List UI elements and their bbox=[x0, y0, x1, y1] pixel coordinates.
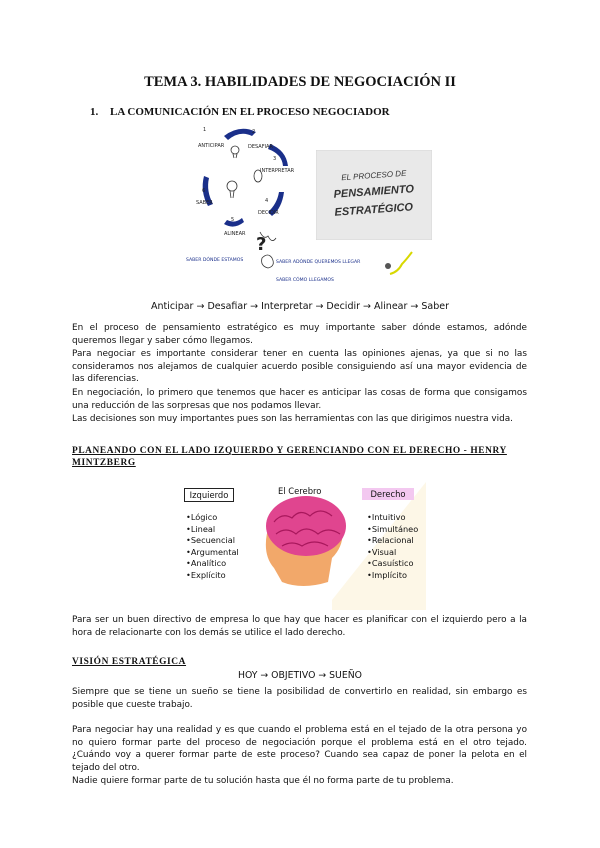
board-line-3: ESTRATÉGICO bbox=[334, 201, 414, 219]
list-item: •Simultáneo bbox=[367, 523, 419, 534]
list-item: •Lógico bbox=[186, 512, 218, 522]
paragraph-1: En el proceso de pensamiento estratégico es muy importante saber dónde estamos, adónde queremos llegar y saber cómo llegamos. bbox=[72, 323, 527, 346]
step-num-5: 5 bbox=[231, 217, 235, 223]
paragraph-5: Para ser un buen directivo de empresa lo que hay que hacer es planificar con el izquierdo pero a la hora de relacionarte con los demás se utilice el lado derecho. bbox=[72, 615, 527, 638]
right-hemisphere-label: Derecho bbox=[362, 488, 414, 500]
right-hemisphere-list bbox=[367, 512, 418, 582]
paragraph-4: Las decisiones son muy importantes pues son las herramientas con las que dirigimos nuestra vida. bbox=[72, 414, 513, 424]
paragraph-7: Para negociar hay una realidad y es que cuando el problema está en el tejado de la otra persona yo no quiero formar parte del proceso de negociación porque el problema está en el otro tejado. ¿Cuándo voy a querer formar parte de este proceso? Cuando sea capaz de poner la pelota en el tejado del otro. bbox=[72, 725, 527, 773]
whiteboard-image bbox=[316, 150, 432, 240]
step-decidir: DECIDIR bbox=[258, 210, 279, 216]
list-item: •Explícito bbox=[186, 569, 226, 580]
board-line-1: EL PROCESO DE bbox=[340, 168, 407, 183]
brain-title: El Cerebro bbox=[278, 486, 322, 496]
step-num-1: 1 bbox=[203, 127, 207, 133]
list-item: •Visual bbox=[367, 546, 397, 557]
list-item: •Lineal bbox=[186, 523, 216, 534]
bottom-text-3: SABER CÓMO LLEGAMOS bbox=[276, 278, 334, 283]
step-saber: SABER bbox=[196, 200, 213, 206]
paragraph-6: Siempre que se tiene un sueño se tiene la posibilidad de convertirlo en realidad, sin embargo es posible que cueste trabajo. bbox=[72, 687, 527, 710]
paragraph-2: Para negociar es importante considerar tener en cuenta las opiniones ajenas, ya que si no las consideramos nos alejamos de cualquier acuerdo posible consiguiendo así una mayor evidencia de las diferencias. bbox=[72, 349, 527, 385]
step-alinear: ALINEAR bbox=[224, 231, 246, 237]
paragraph-3: En negociación, lo primero que tenemos que hacer es anticipar las cosas de forma que consigamos una reducción de las sorpresas que nos podamos llevar. bbox=[72, 388, 527, 411]
list-item: •Secuencial bbox=[186, 535, 236, 546]
board-line-2: PENSAMIENTO bbox=[333, 183, 415, 201]
section-heading-mintzberg: PLANEANDO CON EL LADO IZQUIERDO Y GERENCIANDO CON EL DERECHO - HENRY MINTZBERG bbox=[72, 446, 507, 468]
list-item: •Argumental bbox=[186, 546, 239, 557]
step-num-4: 4 bbox=[265, 198, 269, 204]
list-item: •Relacional bbox=[367, 535, 414, 546]
list-item: •Implícito bbox=[367, 569, 407, 580]
section-label: LA COMUNICACIÓN EN EL PROCESO NEGOCIADOR bbox=[110, 106, 390, 118]
list-item: •Intuitivo bbox=[367, 512, 406, 522]
section-heading-vision: VISIÓN ESTRATÉGICA bbox=[72, 657, 187, 667]
question-mark-icon: ? bbox=[256, 234, 267, 255]
rising-arrow-icon bbox=[360, 242, 420, 282]
step-desafiar: DESAFIAR bbox=[248, 144, 273, 150]
step-num-6: 6 bbox=[202, 188, 206, 194]
left-hemisphere-label: Izquierdo bbox=[184, 488, 234, 502]
section-number: 1. bbox=[90, 106, 99, 118]
list-item: •Casuístico bbox=[367, 558, 414, 569]
paragraph-8: Nadie quiere formar parte de tu solución hasta que él no forma parte de tu problema. bbox=[72, 776, 454, 786]
step-anticipar: ANTICIPAR bbox=[198, 143, 225, 149]
page-title: TEMA 3. HABILIDADES DE NEGOCIACIÓN II bbox=[144, 74, 456, 90]
step-num-2: 2 bbox=[252, 129, 256, 135]
vision-flow-line: HOY → OBJETIVO → SUEÑO bbox=[238, 670, 362, 681]
bottom-text-1: SABER DÓNDE ESTAMOS bbox=[186, 258, 244, 263]
left-hemisphere-list bbox=[186, 512, 239, 582]
section-heading-1 bbox=[90, 106, 390, 118]
step-interpretar: INTERPRETAR bbox=[260, 168, 295, 174]
brain-icon bbox=[266, 496, 346, 556]
step-num-3: 3 bbox=[273, 156, 277, 162]
process-flow-line: Anticipar → Desafiar → Interpretar → Decidir → Alinear → Saber bbox=[150, 301, 450, 312]
list-item: •Analítico bbox=[186, 558, 227, 569]
bottom-text-2: SABER ADÓNDE QUEREMOS LLEGAR bbox=[276, 260, 361, 265]
